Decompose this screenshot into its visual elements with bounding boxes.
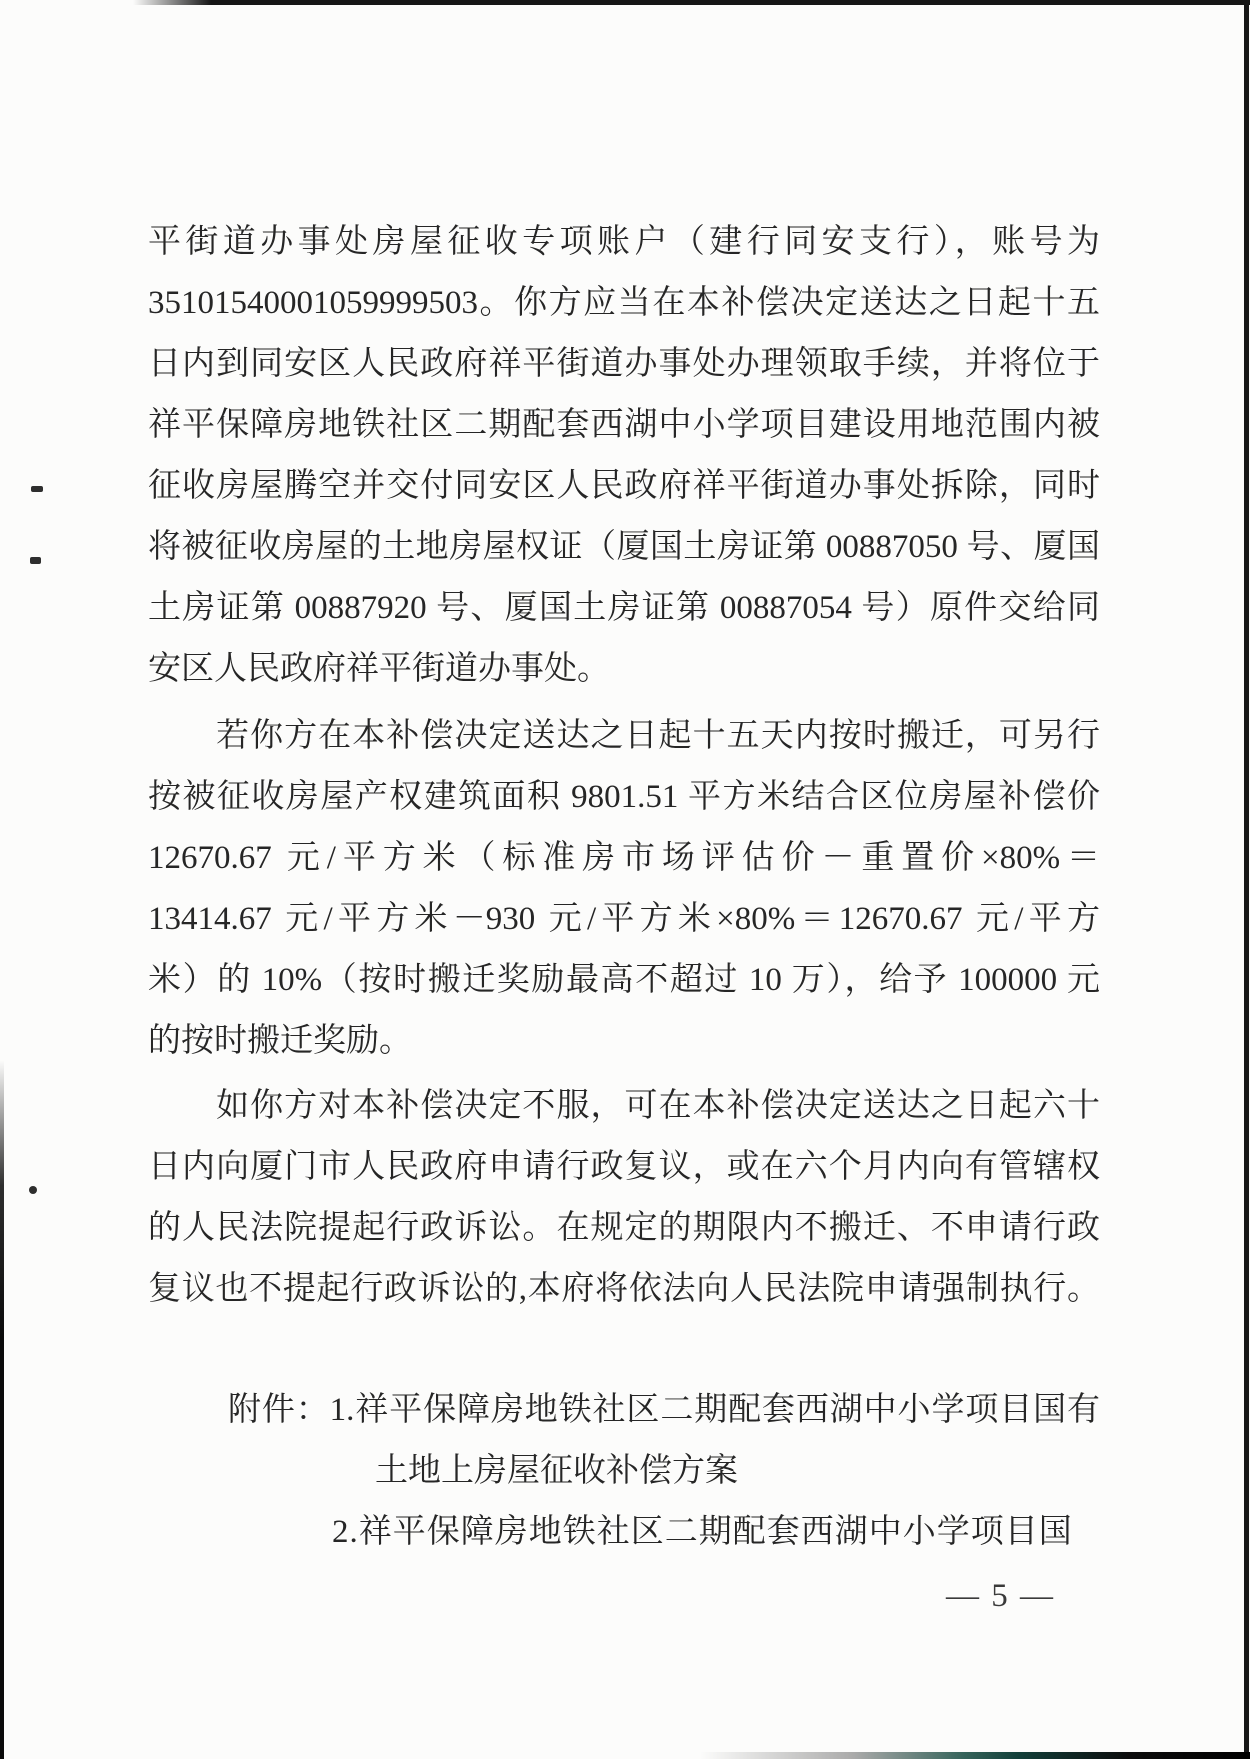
text-line: 祥平保障房地铁社区二期配套西湖中小学项目建设用地范围内被: [148, 407, 1100, 443]
text-line: 日内到同安区人民政府祥平街道办事处办理领取手续，并将位于: [148, 346, 1100, 382]
scan-edge-right: [1244, 0, 1249, 1759]
text-line: 征收房屋腾空并交付同安区人民政府祥平街道办事处拆除，同时: [148, 468, 1100, 504]
text-line: 平街道办事处房屋征收专项账户（建行同安支行），账号为: [148, 224, 1100, 260]
scan-edge-left: [0, 1060, 4, 1759]
text-line: 12670.67 元/平方米（标准房市场评估价－重置价×80%＝: [148, 840, 1100, 876]
document-body: [148, 212, 1100, 1563]
ink-speck: [30, 557, 41, 564]
text-line: 35101540001059999503。你方应当在本补偿决定送达之日起十五: [148, 285, 1100, 321]
text-line: 的人民法院提起行政诉讼。在规定的期限内不搬迁、不申请行政: [148, 1210, 1100, 1246]
text-line: 土房证第 00887920 号、厦国土房证第 00887054 号）原件交给同: [148, 590, 1100, 626]
text-line: 日内向厦门市人民政府申请行政复议，或在六个月内向有管辖权: [148, 1149, 1100, 1185]
page-number: — 5 —: [946, 1578, 1055, 1614]
text-line: 若你方在本补偿决定送达之日起十五天内按时搬迁，可另行: [148, 718, 1100, 754]
attachment-line: 附件：1.祥平保障房地铁社区二期配套西湖中小学项目国有: [228, 1392, 1100, 1428]
ink-speck: [29, 1186, 37, 1194]
text-line: 复议也不提起行政诉讼的,本府将依法向人民法院申请强制执行。: [148, 1271, 1100, 1307]
paragraph-1: [148, 212, 1100, 700]
paragraph-2: [148, 706, 1100, 1072]
attachment-line: 2.祥平保障房地铁社区二期配套西湖中小学项目国: [332, 1514, 1073, 1550]
attachment-line: 土地上房屋征收补偿方案: [375, 1453, 738, 1489]
text-line: 按被征收房屋产权建筑面积 9801.51 平方米结合区位房屋补偿价: [148, 779, 1100, 815]
text-line: 安区人民政府祥平街道办事处。: [148, 651, 610, 687]
text-line: 如你方对本补偿决定不服，可在本补偿决定送达之日起六十: [148, 1088, 1100, 1124]
ink-speck: [31, 486, 43, 492]
scan-edge-bottom: [700, 1752, 1250, 1759]
scan-edge-top: [133, 0, 1250, 5]
text-line: 的按时搬迁奖励。: [148, 1023, 412, 1059]
text-line: 13414.67 元/平方米－930 元/平方米×80%＝12670.67 元/平方: [148, 901, 1100, 937]
paragraph-3: [148, 1076, 1100, 1320]
attachment-list: [148, 1380, 1100, 1563]
text-line: 将被征收房屋的土地房屋权证（厦国土房证第 00887050 号、厦国: [148, 529, 1100, 565]
text-line: 米）的 10%（按时搬迁奖励最高不超过 10 万），给予 100000 元: [148, 962, 1100, 998]
